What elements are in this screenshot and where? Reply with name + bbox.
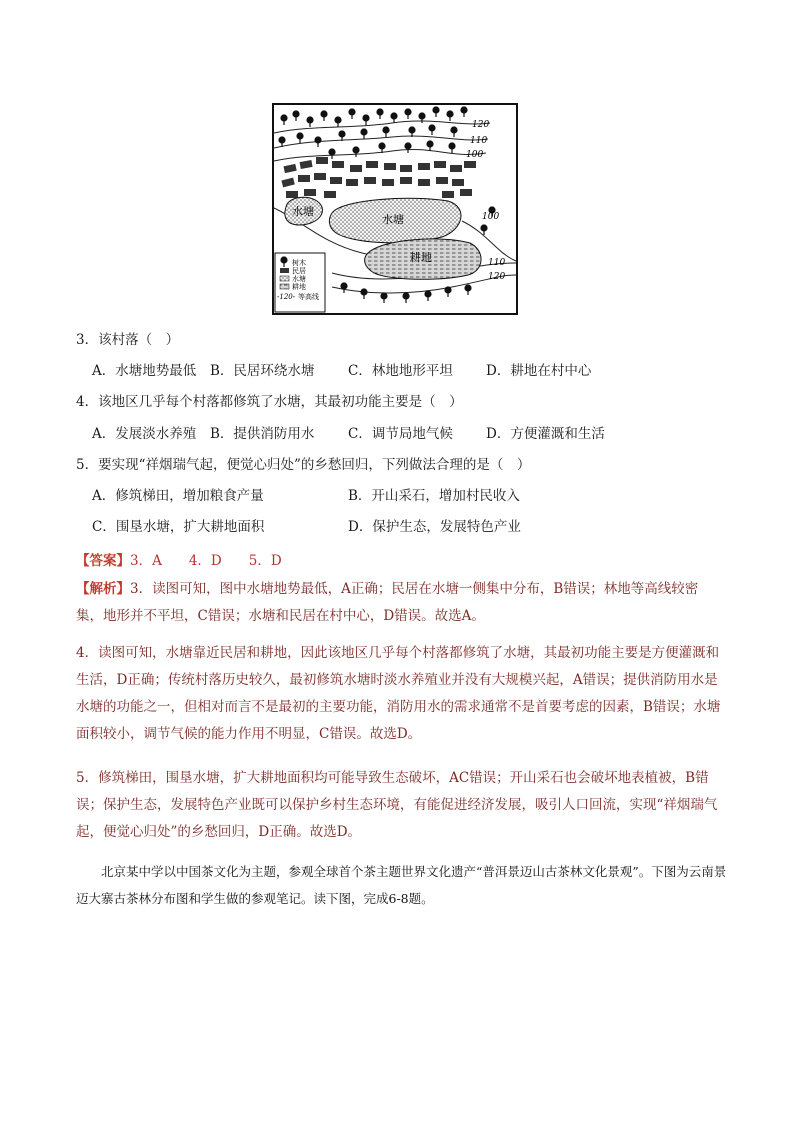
question-5-option-c: C．围垦水塘，扩大耕地面积 bbox=[92, 519, 265, 535]
legend-tree-label: 树木 bbox=[292, 259, 306, 267]
explanation-paragraph-5: 5．修筑梯田，围垦水塘，扩大耕地面积均可能导致生态破坏，AC错误；开山采石也会破坏地表植被，B错误；保护生态，发展特色产业既可以保护乡村生态环境，有能促进经济发展，吸引人口回流，实现“祥烟瑞气起，便觉心归处”的乡愁回归，D正确。故选D。 bbox=[76, 770, 718, 840]
legend-contour-icon: -120- bbox=[277, 293, 296, 301]
question-3-option-d: D．耕地在村中心 bbox=[486, 363, 592, 379]
map-legend bbox=[275, 253, 325, 312]
question-3-stem: 3．该村落（ ） bbox=[76, 332, 180, 348]
explanation-label: 【解析】 bbox=[76, 581, 130, 597]
question-3-option-b: B．民居环绕水塘 bbox=[210, 363, 315, 379]
legend-farmland-icon bbox=[280, 284, 289, 289]
question-5-option-b: B．开山采石，增加村民收入 bbox=[348, 488, 520, 504]
village-map bbox=[272, 103, 518, 315]
question-4-option-a: A．发展淡水养殖 bbox=[92, 426, 197, 442]
legend-farmland-label: 耕地 bbox=[292, 283, 306, 291]
label-pond-center: 水塘 bbox=[382, 213, 404, 226]
answer-line bbox=[76, 549, 282, 569]
question-5-option-a: A．修筑梯田，增加粮食产量 bbox=[92, 488, 264, 504]
legend-pond-icon bbox=[280, 276, 289, 281]
question-4-option-b: B．提供消防用水 bbox=[210, 426, 315, 442]
label-contour-120: 120 bbox=[472, 120, 490, 130]
explanation-text-3: 3．读图可知，图中水塘地势最低，A正确；民居在水塘一侧集中分布，B错误；林地等高线较密集，地形并不平坦，C错误；水塘和民居在村中心，D错误。故选A。 bbox=[76, 581, 699, 624]
legend-house-label: 民居 bbox=[292, 267, 306, 275]
explanation-paragraph-3 bbox=[76, 576, 724, 630]
question-5-option-d: D．保护生态，发展特色产业 bbox=[348, 519, 521, 535]
next-section-intro: 北京某中学以中国茶文化为主题，参观全球首个茶主题世界文化遗产“普洱景迈山古茶林文化景观”。下图为云南景迈大寨古茶林分布图和学生做的参观笔记。读下图，完成6-8题。 bbox=[76, 864, 727, 906]
label-contour-100: 100 bbox=[466, 150, 484, 160]
village-map-svg bbox=[272, 103, 518, 315]
answer-text: 3．A 4．D 5．D bbox=[130, 553, 282, 569]
explanation-paragraph-4: 4．读图可知，水塘靠近民居和耕地，因此该地区几乎每个村落都修筑了水塘，其最初功能主要是方便灌溉和生活，D正确；传统村落历史较久，最初修筑水塘时淡水养殖业并没有大规模兴起，A错误；提供消防用水是水塘的功能之一，但相对而言不是最初的主要功能，消防用水的需求通常不是首要考虑的因素，B错误；水塘面积较小，调节气候的能力作用不明显，C错误。故选D。 bbox=[76, 645, 721, 742]
legend-house-icon bbox=[280, 268, 289, 273]
question-5-stem: 5．要实现“祥烟瑞气起，便觉心归处”的乡愁回归，下列做法合理的是（ ） bbox=[76, 457, 531, 473]
question-4-stem: 4．该地区几乎每个村落都修筑了水塘，其最初功能主要是（ ） bbox=[76, 394, 463, 410]
question-4-option-d: D．方便灌溉和生活 bbox=[486, 426, 605, 442]
question-3-option-a: A．水塘地势最低 bbox=[92, 363, 197, 379]
answer-label: 【答案】 bbox=[76, 553, 130, 569]
label-contour-110-right: 110 bbox=[488, 258, 506, 268]
label-contour-110: 110 bbox=[470, 136, 488, 146]
legend-contour-label: 等高线 bbox=[298, 293, 319, 301]
legend-pond-label: 水塘 bbox=[292, 275, 306, 283]
label-contour-120-right: 120 bbox=[488, 272, 506, 282]
label-pond-left: 水塘 bbox=[292, 205, 314, 218]
question-3-option-c: C．林地地形平坦 bbox=[348, 363, 453, 379]
question-4-option-c: C．调节局地气候 bbox=[348, 426, 453, 442]
label-contour-100-right: 100 bbox=[482, 212, 500, 222]
label-farmland: 耕地 bbox=[410, 251, 432, 264]
